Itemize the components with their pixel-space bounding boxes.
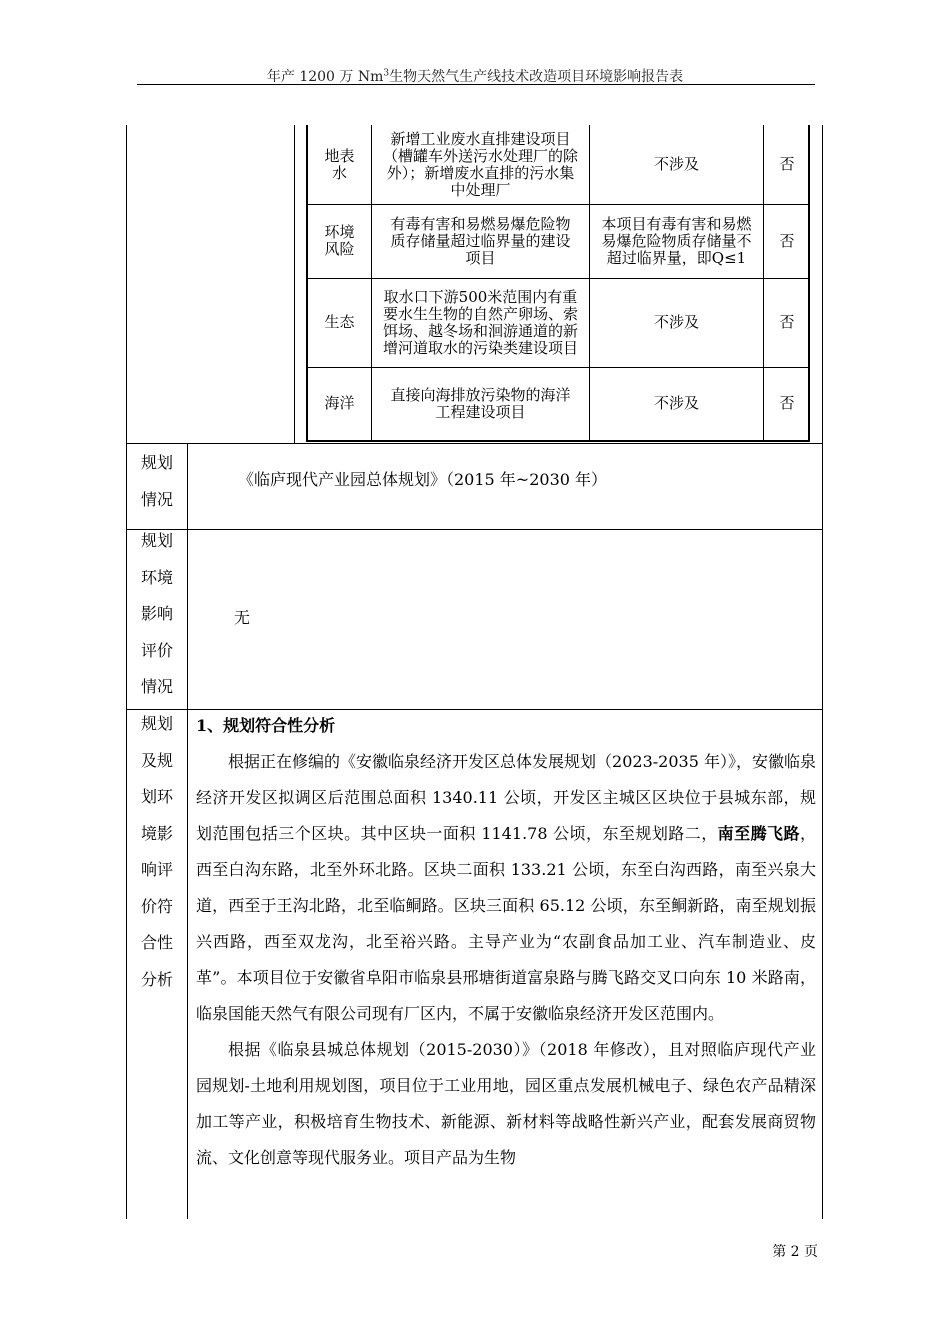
condition-cell: 取水口下游500米范围内有重要水生生物的自然产卵场、索饵场、越冬场和洄游通道的新增河道取水的污染类建设项目 [371, 278, 589, 367]
compliance-label: 规划及规划环境影响评价符合性分析 [141, 714, 174, 989]
category-cell: 海洋 [324, 394, 355, 412]
result-cell: 否 [763, 367, 810, 440]
table-row [308, 367, 808, 440]
eia-label: 规划环境影响评价情况 [141, 531, 174, 696]
category-cell: 地表水 [324, 146, 355, 182]
result-cell: 否 [763, 204, 810, 278]
header-rule [137, 84, 815, 85]
table-row [308, 204, 808, 279]
condition-cell: 新增工业废水直排建设项目（槽罐车外送污水处理厂的除外）；新增废水直排的污水集中处理厂 [371, 125, 589, 204]
result-cell: 否 [763, 125, 810, 204]
situation-cell: 不涉及 [589, 278, 763, 367]
nested-table [306, 125, 810, 442]
result-cell: 否 [763, 278, 810, 367]
table-row [308, 125, 808, 205]
row-divider-1 [126, 443, 823, 444]
planning-text: 《临庐现代产业园总体规划》（2015 年~2030 年） [238, 470, 608, 489]
category-cell: 生态 [324, 313, 355, 331]
table-row [308, 278, 808, 368]
situation-cell: 不涉及 [589, 125, 763, 204]
compliance-paragraph-2: 根据《临泉县城总体规划（2015-2030）》（2018 年修改），且对照临庐现代产业园规划-土地利用规划图，项目位于工业用地，园区重点发展机械电子、绿色农产品精深加工等产业，积极培育生物技术、新能源、新材料等战略性新兴产业，配套发展商贸物流、文化创意等现代服务业。项目产品为生物 [196, 1040, 816, 1167]
row-divider-2 [126, 529, 823, 530]
planning-label: 规划情况 [141, 453, 174, 509]
page-header: 年产 1200 万 Nm$^3$生物天然气生产线技术改造项目环境影响报告表 [266, 68, 684, 85]
situation-cell: 不涉及 [589, 367, 763, 440]
situation-cell: 本项目有毒有害和易燃易爆危险物质存储量不超过临界量，即Q≤1 [589, 204, 763, 278]
table-border-right [822, 125, 823, 1219]
condition-cell: 有毒有害和易燃易爆危险物质存储量超过临界量的建设项目 [371, 204, 589, 278]
nested-divider-1 [294, 125, 295, 443]
eia-text: 无 [234, 608, 251, 627]
compliance-paragraph-1: 根据正在修编的《安徽临泉经济开发区总体发展规划（2023-2035 年）》，安徽临泉经济开发区拟调区后范围总面积 1340.11 公顷，开发区主城区区块位于县城东部，规划范围包括三个区块。其中区块一面积 1141.78 公顷，东至规划路二，南至腾飞路，西至白沟东路，北至外环北路。区块二面积 133.21 公顷，东至白沟西路，南至兴泉大道，西至于王沟北路，北至临鲖路。区块三面积 65.12 公顷，东至鲖新路，南至规划振兴西路，西至双龙沟，北至裕兴路。主导产业为“农副食品加工业、汽车制造业、皮革”。本项目位于安徽省阜阳市临泉县邢塘街道富泉路与腾飞路交叉口向东 10 米路南，临泉国能天然气有限公司现有厂区内，不属于安徽临泉经济开发区范围内。 [196, 752, 816, 1023]
compliance-body [196, 708, 816, 1176]
compliance-heading: 1、规划符合性分析 [196, 716, 336, 735]
condition-cell: 直接向海排放污染物的海洋工程建设项目 [371, 367, 589, 440]
category-cell: 环境风险 [324, 223, 355, 258]
page-number: 第 2 页 [772, 1244, 818, 1260]
